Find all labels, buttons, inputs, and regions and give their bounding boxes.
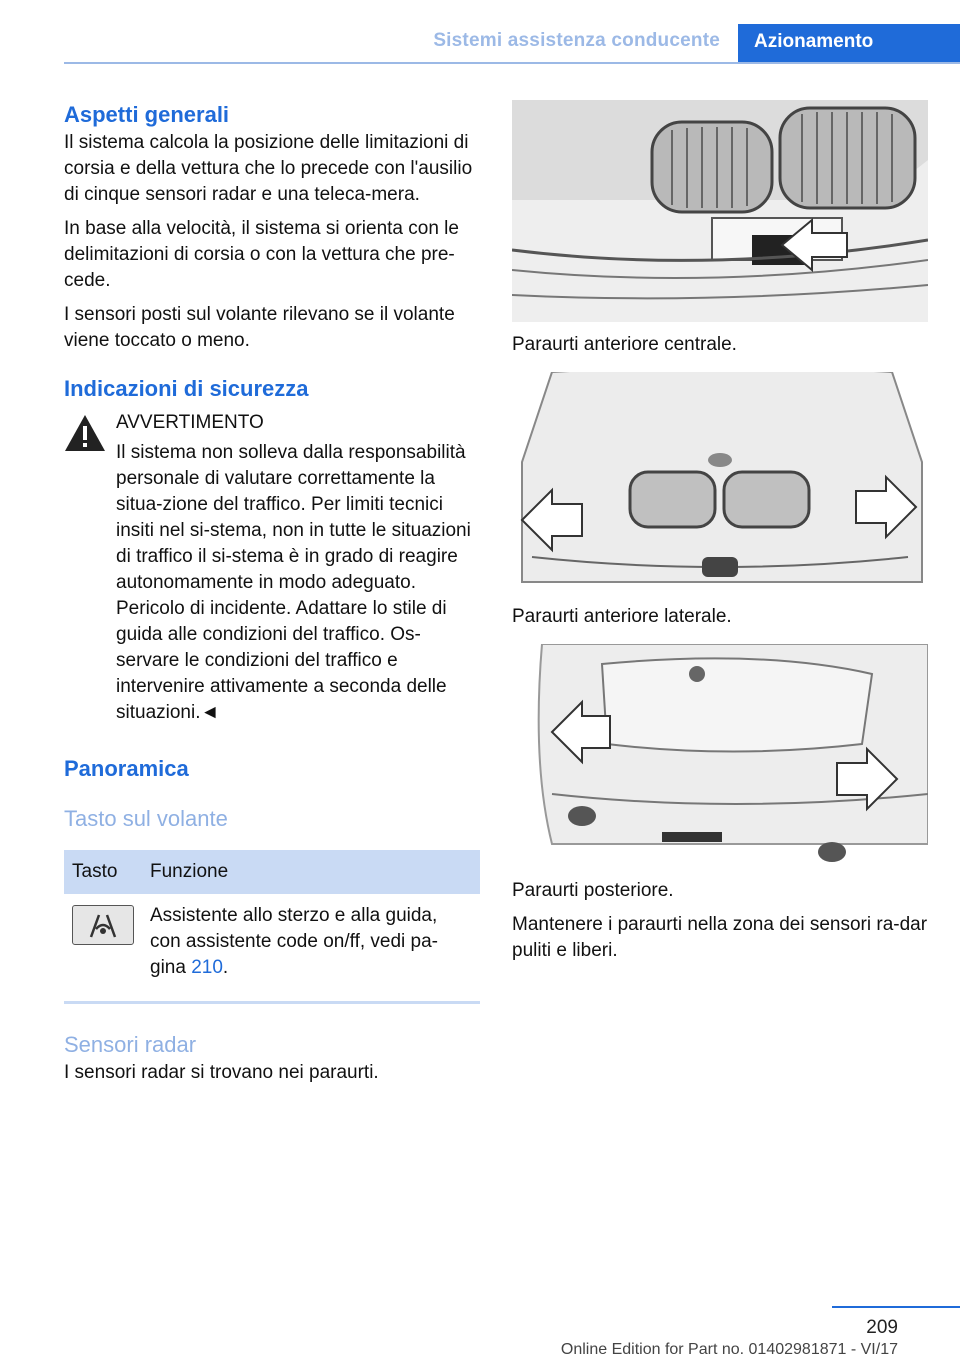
paragraph-keep-clean: Mantenere i paraurti nella zona dei sensori ra-dar puliti e liberi. <box>512 914 928 961</box>
warning-triangle-icon <box>64 414 106 452</box>
function-text-end: . <box>222 957 229 978</box>
heading-general: Aspetti generali <box>64 102 230 127</box>
function-text: Assistente allo sterzo e alla guida, con assistente code on/ff, vedi pa-gina <box>150 905 438 978</box>
caption-front-lateral: Paraurti anteriore laterale. <box>512 606 732 627</box>
footer-rule <box>832 1306 960 1308</box>
page-link[interactable]: 210 <box>191 957 223 978</box>
right-column <box>512 100 928 964</box>
paragraph-general-2: In base alla velocità, il sistema si orienta con le delimitazioni di corsia o con la vettura che pre-cede. <box>64 218 459 291</box>
footer-edition: Online Edition for Part no. 01402981871 - VI/17 <box>560 1341 898 1358</box>
header-rule <box>64 62 960 64</box>
warning-block <box>64 410 480 726</box>
header-section-title: Sistemi assistenza conducente <box>433 30 720 51</box>
table-row <box>64 894 480 993</box>
front-bumper-center-image <box>512 100 928 322</box>
caption-front-center: Paraurti anteriore centrale. <box>512 334 737 355</box>
page-number: 209 <box>866 1317 898 1338</box>
heading-radar: Sensori radar <box>64 1032 197 1057</box>
key-cell <box>64 894 142 993</box>
table-bottom-rule <box>64 1001 480 1004</box>
function-cell <box>142 894 480 993</box>
header-chapter-tab[interactable]: Azionamento <box>738 24 960 64</box>
lane-assist-key-icon <box>72 905 134 945</box>
warning-text-first <box>64 440 480 726</box>
front-bumper-lateral-image <box>512 372 928 594</box>
paragraph-general-3: I sensori posti sul volante rilevano se il volante viene toccato o meno. <box>64 304 455 351</box>
heading-safety: Indicazioni di sicurezza <box>64 376 309 401</box>
paragraph-radar: I sensori radar si trovano nei paraurti. <box>64 1062 379 1083</box>
paragraph-general-1: Il sistema calcola la posizione delle limitazioni di corsia e della vettura che lo precede con l'ausilio di cinque sensori radar e una teleca-mera. <box>64 132 473 205</box>
warning-title: AVVERTIMENTO <box>116 412 264 433</box>
warning-text: Il sistema non solleva dalla responsabilità personale di valutare correttamente la situa-zione del traffico. Per limiti tecnici insiti nel si-stema, non in tutte le situazioni di traffico il si-stema è in grado di reagire autonomamente in modo adeguato. Pericolo di incidente. Adattare lo stile di guida alle condizioni del traffico. Os-servare le condizioni del traffico e intervenire attivamente a seconda delle situazioni.◄ <box>116 442 471 723</box>
heading-key: Tasto sul volante <box>64 806 228 831</box>
caption-rear: Paraurti posteriore. <box>512 880 674 901</box>
table-header-key: Tasto <box>64 850 142 894</box>
rear-bumper-image <box>512 644 928 864</box>
table-header-function: Funzione <box>142 850 480 894</box>
left-column <box>64 100 480 1086</box>
heading-overview: Panoramica <box>64 756 189 781</box>
key-table <box>64 850 480 993</box>
